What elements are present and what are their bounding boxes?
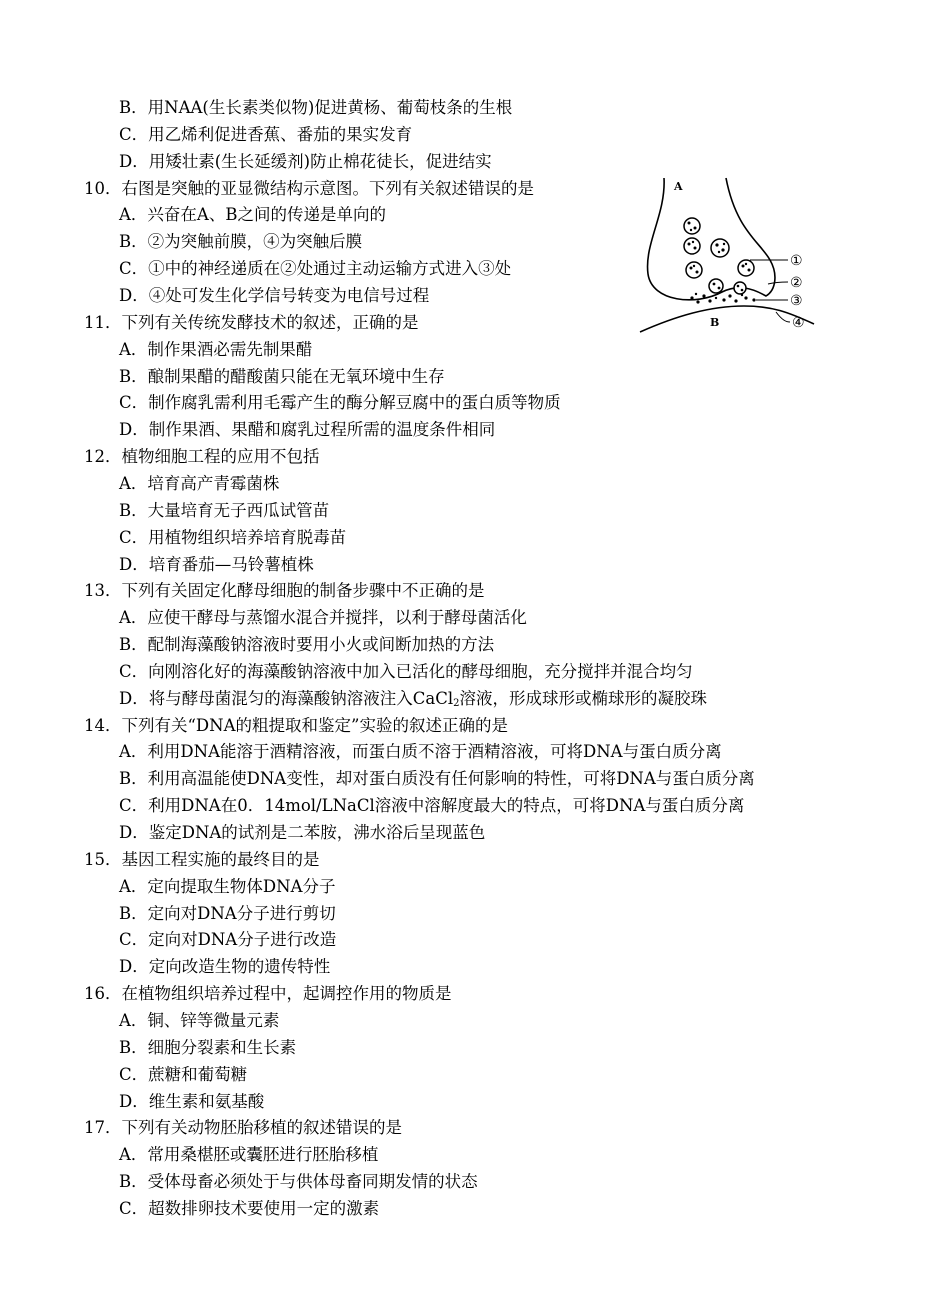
- question-stem: 16．在植物组织培养过程中，起调控作用的物质是: [84, 984, 452, 1004]
- question-stem: 13．下列有关固定化酵母细胞的制备步骤中不正确的是: [84, 581, 485, 601]
- marker-3: ③: [790, 293, 803, 309]
- answer-option: B．②为突触前膜，④为突触后膜: [119, 232, 363, 252]
- answer-option: A．应使干酵母与蒸馏水混合并搅拌，以利于酵母菌活化: [119, 608, 527, 628]
- answer-option: D．制作果酒、果醋和腐乳过程所需的温度条件相同: [119, 420, 496, 440]
- answer-option: C．定向对DNA分子进行改造: [119, 930, 337, 950]
- answer-option: A．利用DNA能溶于酒精溶液，而蛋白质不溶于酒精溶液，可将DNA与蛋白质分离: [119, 742, 722, 762]
- answer-option: A．制作果酒必需先制果醋: [119, 339, 313, 359]
- question-stem: 12．植物细胞工程的应用不包括: [84, 447, 320, 467]
- answer-option: C．超数排卵技术要使用一定的激素: [119, 1198, 380, 1218]
- answer-option: D．将与酵母菌混匀的海藻酸钠溶液注入CaCl$_2$溶液，形成球形或椭球形的凝胶珠: [119, 688, 707, 709]
- label-a: A: [674, 180, 683, 193]
- answer-option: C．利用DNA在0．14mol/LNaCl溶液中溶解度最大的特点，可将DNA与蛋白质分离: [119, 796, 745, 816]
- answer-option: B．细胞分裂素和生长素: [119, 1037, 297, 1057]
- postsynaptic-membrane-outline: [640, 306, 814, 332]
- answer-option: A．常用桑椹胚或囊胚进行胚胎移植: [119, 1145, 379, 1165]
- answer-option: C．制作腐乳需利用毛霉产生的酶分解豆腐中的蛋白质等物质: [119, 393, 561, 413]
- marker-4: ④: [792, 315, 805, 331]
- answer-option: B．利用高温能使DNA变性，却对蛋白质没有任何影响的特性，可将DNA与蛋白质分离: [119, 769, 755, 789]
- question-stem: 11．下列有关传统发酵技术的叙述，正确的是: [84, 312, 419, 332]
- answer-option: C．蔗糖和葡萄糖: [119, 1064, 248, 1084]
- question-stem: 10．右图是突触的亚显微结构示意图。下列有关叙述错误的是: [84, 178, 534, 198]
- marker-1: ①: [790, 253, 803, 269]
- question-stem: 14．下列有关“DNA的粗提取和鉴定”实验的叙述正确的是: [84, 715, 508, 735]
- answer-option: B．大量培育无子西瓜试管苗: [119, 500, 330, 520]
- answer-option: A．铜、锌等微量元素: [119, 1010, 280, 1030]
- answer-option: A．兴奋在A、B之间的传递是单向的: [119, 205, 386, 225]
- answer-option: B．定向对DNA分子进行剪切: [119, 903, 336, 923]
- synapse-diagram: [636, 174, 832, 340]
- answer-option: C．向刚溶化好的海藻酸钠溶液中加入已活化的酵母细胞，充分搅拌并混合均匀: [119, 661, 693, 681]
- answer-option: C．用植物组织培养培育脱毒苗: [119, 527, 347, 547]
- answer-option: D．维生素和氨基酸: [119, 1091, 265, 1111]
- marker-2: ②: [790, 275, 803, 291]
- question-stem: 17．下列有关动物胚胎移植的叙述错误的是: [84, 1118, 402, 1138]
- answer-option: D．用矮壮素(生长延缓剂)防止棉花徒长，促进结实: [119, 151, 492, 171]
- answer-option: D．④处可发生化学信号转变为电信号过程: [119, 286, 430, 305]
- label-b: B: [710, 316, 720, 329]
- answer-option: D．定向改造生物的遗传特性: [119, 957, 331, 977]
- answer-option: D．鉴定DNA的试剂是二苯胺，沸水浴后呈现蓝色: [119, 823, 486, 842]
- neurotransmitter-dots: [690, 293, 755, 304]
- answer-option: B．酿制果醋的醋酸菌只能在无氧环境中生存: [119, 366, 445, 386]
- answer-option: C．①中的神经递质在②处通过主动运输方式进入③处: [119, 259, 512, 279]
- question-stem: 15．基因工程实施的最终目的是: [84, 849, 320, 869]
- answer-option: C．用乙烯利促进香蕉、番茄的果实发育: [119, 124, 413, 144]
- answer-option: B．受体母畜必须处于与供体母畜同期发情的状态: [119, 1172, 478, 1191]
- answer-option: B．配制海藻酸钠溶液时要用小火或间断加热的方法: [119, 635, 495, 654]
- answer-option: B．用NAA(生长素类似物)促进黄杨、葡萄枝条的生根: [119, 98, 513, 117]
- answer-option: D．培育番茄—马铃薯植株: [119, 554, 314, 574]
- answer-option: A．培育高产青霉菌株: [119, 473, 280, 493]
- answer-option: A．定向提取生物体DNA分子: [119, 876, 336, 896]
